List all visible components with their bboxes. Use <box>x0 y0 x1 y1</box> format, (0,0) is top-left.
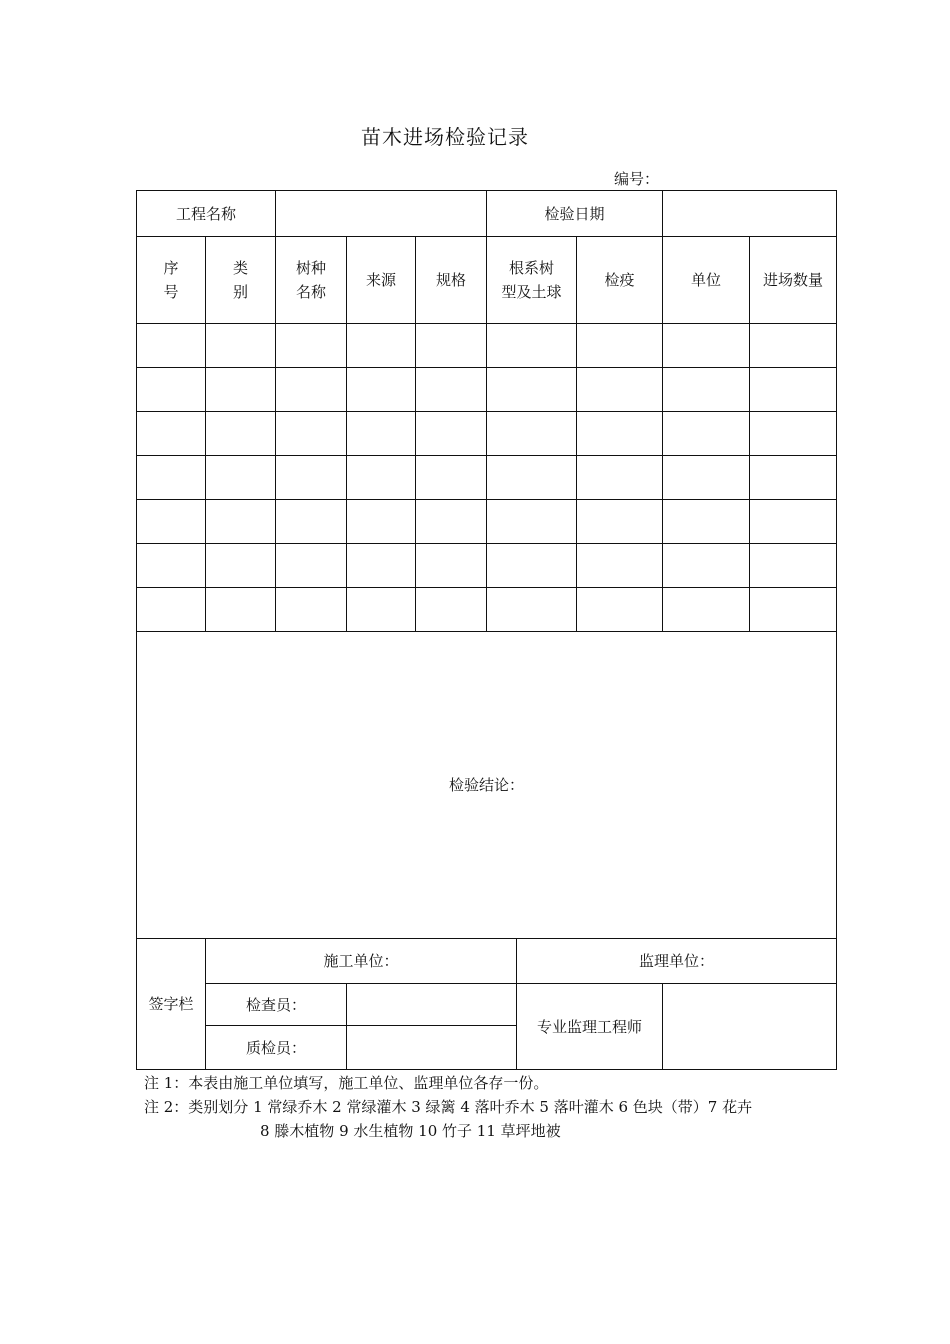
col-seq: 序 号 <box>137 237 206 324</box>
column-header-row <box>137 237 837 324</box>
table-row <box>137 588 837 632</box>
inspect-date-label: 检验日期 <box>487 191 663 237</box>
supervising-engineer-field[interactable] <box>663 984 837 1070</box>
notes <box>144 1071 752 1143</box>
inspector-label: 检查员： <box>206 984 347 1026</box>
table-row <box>137 500 837 544</box>
col-quantity: 进场数量 <box>750 237 837 324</box>
project-name-field[interactable] <box>276 191 487 237</box>
note-2-line-1: 注 2：类别划分 1 常绿乔木 2 常绿灌木 3 绿篱 4 落叶乔木 5 落叶灌木 6 色块（带）7 花卉 <box>144 1098 753 1116</box>
table-row <box>137 456 837 500</box>
table-row <box>137 544 837 588</box>
note-1: 注 1：本表由施工单位填写，施工单位、监理单位各存一份。 <box>144 1074 549 1092</box>
inspection-form <box>136 190 837 1070</box>
col-species: 树种 名称 <box>276 237 347 324</box>
quality-inspector-field[interactable] <box>347 1026 517 1070</box>
table-row <box>137 368 837 412</box>
project-name-label: 工程名称 <box>137 191 276 237</box>
conclusion-box[interactable] <box>137 632 837 939</box>
construction-unit-field[interactable]: 施工单位： <box>206 939 517 984</box>
col-unit: 单位 <box>663 237 750 324</box>
table-row <box>137 324 837 368</box>
quality-inspector-label: 质检员： <box>206 1026 347 1070</box>
doc-number-label: 编号： <box>614 170 660 188</box>
supervision-unit-field[interactable]: 监理单位： <box>517 939 837 984</box>
inspect-date-field[interactable] <box>663 191 837 237</box>
signature-section-label: 签字栏 <box>137 939 206 1070</box>
conclusion-label: 检验结论： <box>449 776 525 794</box>
col-spec: 规格 <box>416 237 487 324</box>
col-quarantine: 检疫 <box>577 237 663 324</box>
col-root: 根系树 型及土球 <box>487 237 577 324</box>
page-title: 苗木进场检验记录 <box>361 125 529 149</box>
col-source: 来源 <box>347 237 416 324</box>
supervising-engineer-label: 专业监理工程师 <box>517 984 663 1070</box>
table-row <box>137 412 837 456</box>
col-category: 类 别 <box>206 237 276 324</box>
inspector-field[interactable] <box>347 984 517 1026</box>
note-2-line-2: 8 滕木植物 9 水生植物 10 竹子 11 草坪地被 <box>260 1122 561 1140</box>
